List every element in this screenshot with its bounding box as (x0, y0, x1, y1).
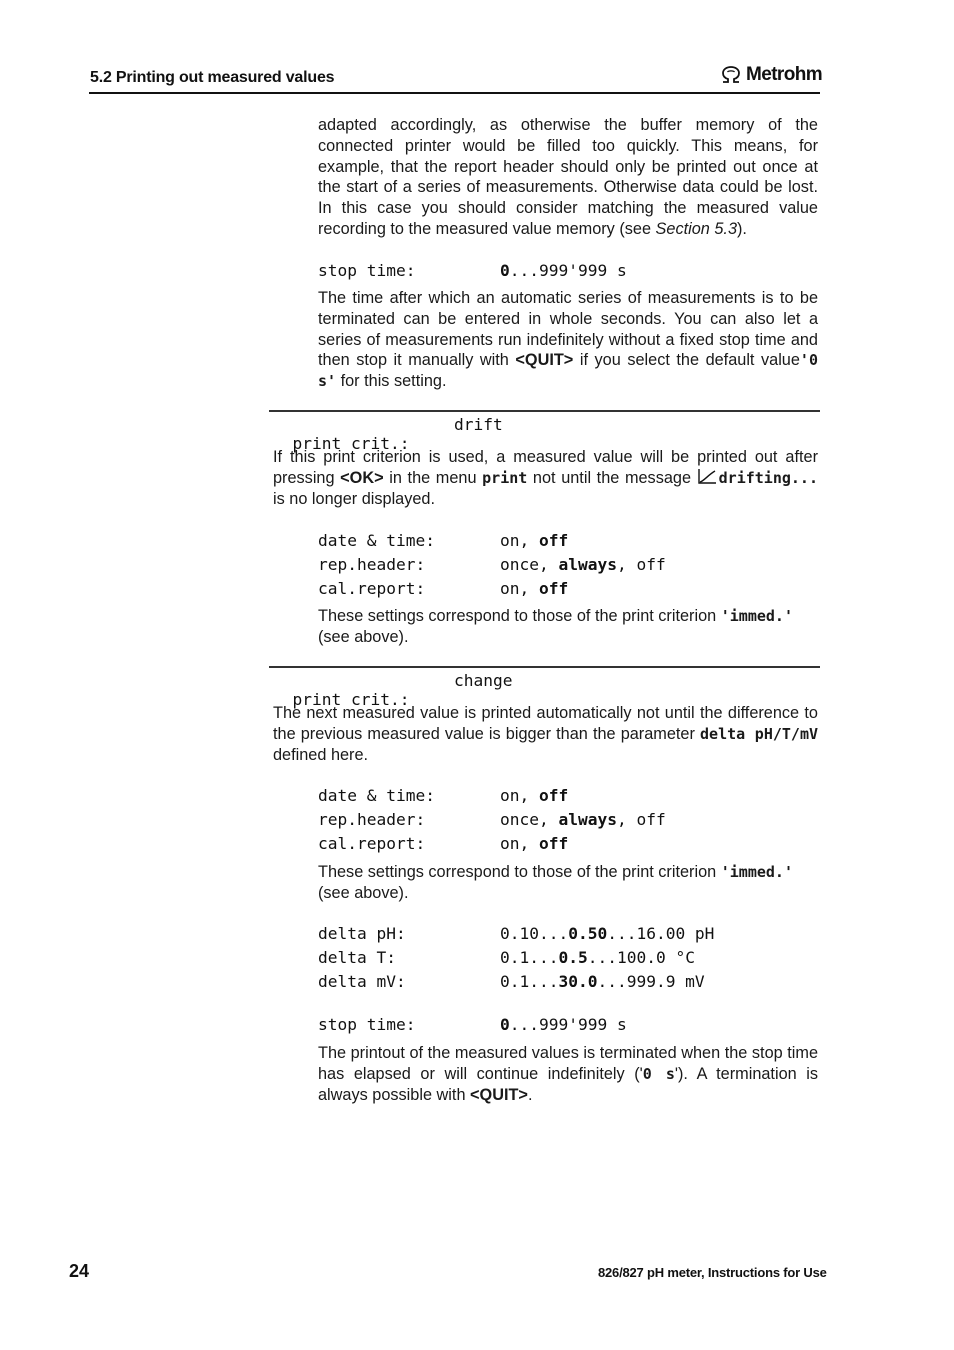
section-title: 5.2 Printing out measured values (90, 69, 335, 86)
zero-value: '0 s' (318, 351, 818, 391)
drift-icon (697, 468, 717, 485)
stop-time-row: stop time: 0...999'999 s (318, 1015, 627, 1034)
delta-row: delta T: 0.1...0.5...100.0 °C (318, 948, 695, 967)
zero-value: 0 s (642, 1064, 675, 1083)
drifting-message: drifting... (718, 468, 818, 487)
immed-reference: 'immed.' (720, 607, 793, 625)
metrohm-logo (720, 64, 822, 86)
menu-print: print (482, 468, 528, 487)
print-crit-value: drift (454, 415, 503, 434)
change-description: The next measured value is printed automatically not until the difference to the previous measured value is bigger than the parameter delta pH/T/mV defined here. (273, 704, 818, 764)
stop-time-label: stop time: (318, 261, 416, 280)
print-crit-drift-row (273, 415, 503, 453)
stop-time-value: 0...999'999 s (500, 261, 627, 280)
setting-row: rep.header: once, always, off (318, 555, 666, 574)
section-reference: Section 5.3 (655, 219, 738, 238)
logo-text: Metrohm (746, 64, 823, 85)
intro-text: adapted accordingly, as otherwise the buffer memory of the connected printer would be filled too quickly. This means, for example, that the report header should only be printed out once at the start of a series of measurements. Otherwise data could be lost. In this case you should consider matching the measured value recording to the measured value memory (see (318, 116, 818, 238)
setting-row: cal.report: on, off (318, 834, 569, 853)
print-crit-value: change (454, 671, 513, 690)
stop-time-description: The printout of the measured values is terminated when the stop time has elapsed or will continue indefinitely ('0 s'). A termination is always possible with <QUIT>. (318, 1044, 819, 1104)
section-divider (269, 666, 820, 668)
section-divider (269, 410, 820, 412)
ok-key: <OK> (340, 468, 384, 487)
quit-key: <QUIT> (470, 1085, 528, 1104)
document-title: 826/827 pH meter, Instructions for Use (598, 1265, 827, 1280)
setting-row: cal.report: on, off (318, 579, 569, 598)
setting-row: date & time: on, off (318, 786, 569, 805)
omega-logo-icon (720, 66, 742, 84)
immed-reference: 'immed.' (720, 863, 793, 881)
print-crit-label: print crit.: (292, 434, 410, 453)
header-rule (89, 92, 820, 94)
delta-parameter: delta pH/T/mV (700, 724, 818, 743)
print-crit-change-row (273, 671, 513, 709)
quit-key: <QUIT> (515, 351, 574, 370)
page-number: 24 (69, 1261, 90, 1281)
delta-row: delta pH: 0.10...0.50...16.00 pH (318, 924, 715, 943)
stop-time-description: The time after which an automatic series of measurements is to be terminated can be entered in whole seconds. You can also let a series of measurements run indefinitely without a fixed stop time and then stop it manually with <QUIT> if you select the default value'0 s' for this setting. (318, 289, 818, 391)
drift-description: If this print criterion is used, a measured value will be printed out after pressing <OK> in the menu print not until the message drifting... is no longer displayed. (273, 448, 818, 508)
settings-note: These settings correspond to those of the print criterion 'immed.' (see above). (318, 863, 793, 902)
delta-row: delta mV: 0.1...30.0...999.9 mV (318, 972, 705, 991)
settings-note: These settings correspond to those of the print criterion 'immed.' (see above). (318, 607, 793, 646)
setting-row: rep.header: once, always, off (318, 810, 666, 829)
setting-row: date & time: on, off (318, 531, 569, 550)
stop-time-row (318, 261, 627, 283)
intro-paragraph (318, 115, 818, 240)
intro-text-end: ). (737, 219, 747, 238)
print-crit-label: print crit.: (292, 690, 410, 709)
